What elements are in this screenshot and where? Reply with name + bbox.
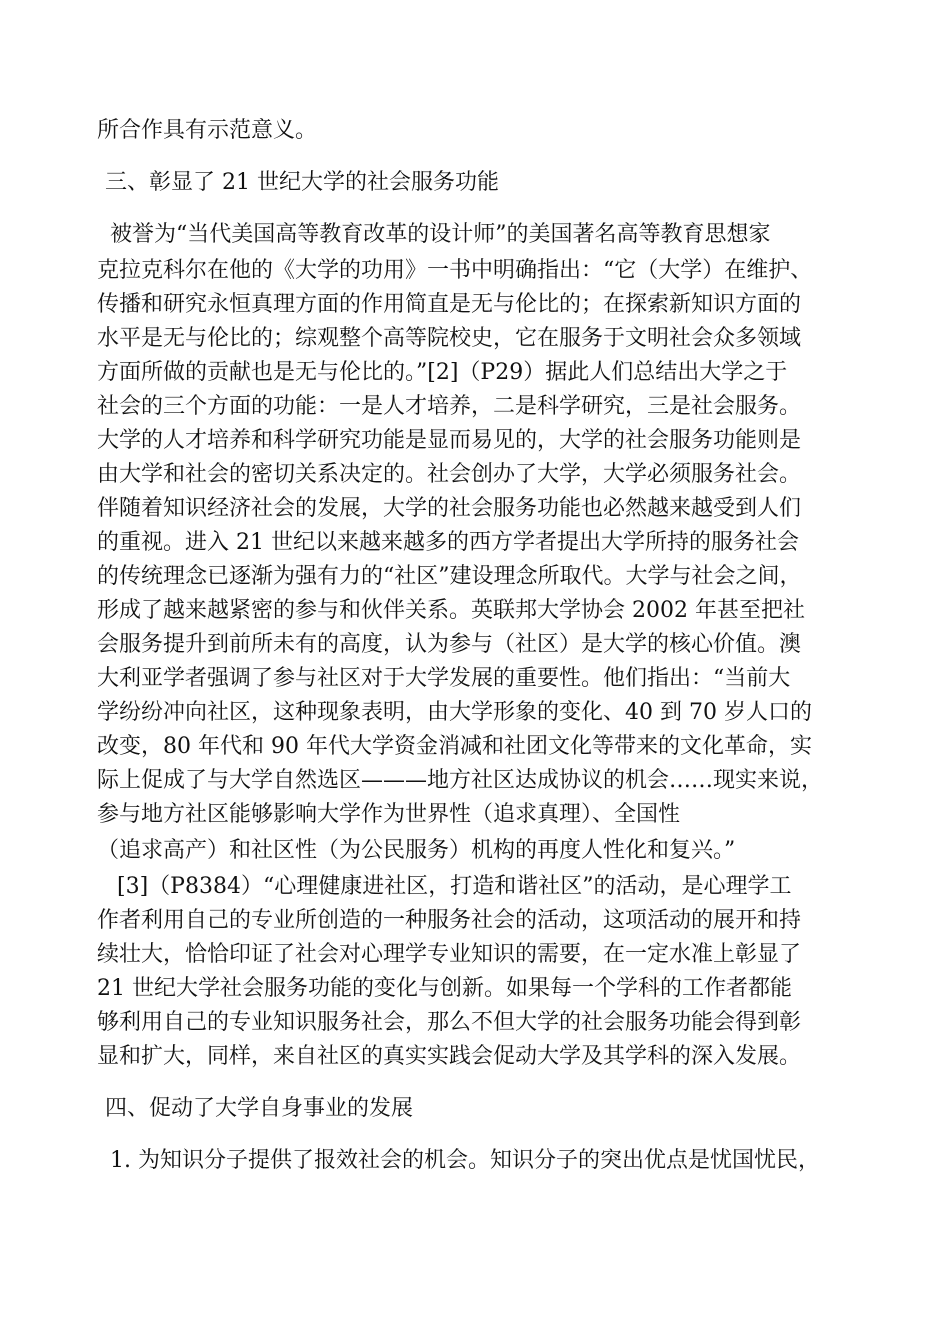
text-line: 被誉为“当代美国高等教育改革的设计师”的美国著名高等教育思想家	[110, 222, 771, 247]
text-line: 1. 为知识分子提供了报效社会的机会。知识分子的突出优点是忧国忧民，	[110, 1148, 820, 1173]
text-line: 大利亚学者强调了参与社区对于大学发展的重要性。他们指出：“当前大	[97, 666, 791, 691]
text-line: 际上促成了与大学自然选区———地方社区达成协议的机会……现实来说，	[97, 768, 824, 793]
text-line: 21 世纪大学社会服务功能的变化与创新。如果每一个学科的工作者都能	[97, 976, 792, 1001]
text-line: 伴随着知识经济社会的发展，大学的社会服务功能也必然越来越受到人们	[97, 496, 802, 521]
text-line: 改变，80 年代和 90 年代大学资金消减和社团文化等带来的文化革命，实	[97, 734, 812, 759]
text-line: 学纷纷冲向社区，这种现象表明，由大学形象的变化、40 到 70 岁人口的	[97, 700, 812, 725]
section-heading: 四、促动了大学自身事业的发展	[105, 1096, 414, 1121]
text-line: 作者利用自己的专业所创造的一种服务社会的活动，这项活动的展开和持	[97, 908, 802, 933]
text-line: 传播和研究永恒真理方面的作用简直是无与伦比的；在探索新知识方面的	[97, 292, 802, 317]
text-line: 够利用自己的专业知识服务社会，那么不但大学的社会服务功能会得到彰	[97, 1010, 802, 1035]
text-line: 社会的三个方面的功能：一是人才培养，二是科学研究，三是社会服务。	[97, 394, 802, 419]
text-line: 大学的人才培养和科学研究功能是显而易见的，大学的社会服务功能则是	[97, 428, 802, 453]
text-line: 的传统理念已逐渐为强有力的“社区”建设理念所取代。大学与社会之间，	[97, 564, 802, 589]
text-line: 会服务提升到前所未有的高度，认为参与（社区）是大学的核心价值。澳	[97, 632, 802, 657]
text-line: 显和扩大，同样，来自社区的真实实践会促动大学及其学科的深入发展。	[97, 1044, 802, 1069]
text-line: （追求高产）和社区性（为公民服务）机构的再度人性化和复兴。”	[97, 838, 736, 863]
text-line: 方面所做的贡献也是无与伦比的。”[2]（P29）据此人们总结出大学之于	[97, 360, 788, 385]
text-line: 水平是无与伦比的；综观整个高等院校史，它在服务于文明社会众多领域	[97, 326, 802, 351]
text-line: 参与地方社区能够影响大学作为世界性（追求真理）、全国性	[97, 802, 681, 827]
text-line: [3]（P8384）“心理健康进社区，打造和谐社区”的活动，是心理学工	[117, 874, 792, 899]
text-line: 的重视。进入 21 世纪以来越来越多的西方学者提出大学所持的服务社会	[97, 530, 799, 555]
text-line: 所合作具有示范意义。	[97, 118, 318, 143]
text-line: 由大学和社会的密切关系决定的。社会创办了大学，大学必须服务社会。	[97, 462, 802, 487]
section-heading: 三、彰显了 21 世纪大学的社会服务功能	[105, 170, 499, 195]
text-line: 续壮大，恰恰印证了社会对心理学专业知识的需要，在一定水准上彰显了	[97, 942, 802, 967]
text-line: 克拉克科尔在他的《大学的功用》一书中明确指出：“它（大学）在维护、	[97, 258, 813, 283]
text-line: 形成了越来越紧密的参与和伙伴关系。英联邦大学协会 2002 年甚至把社	[97, 598, 805, 623]
